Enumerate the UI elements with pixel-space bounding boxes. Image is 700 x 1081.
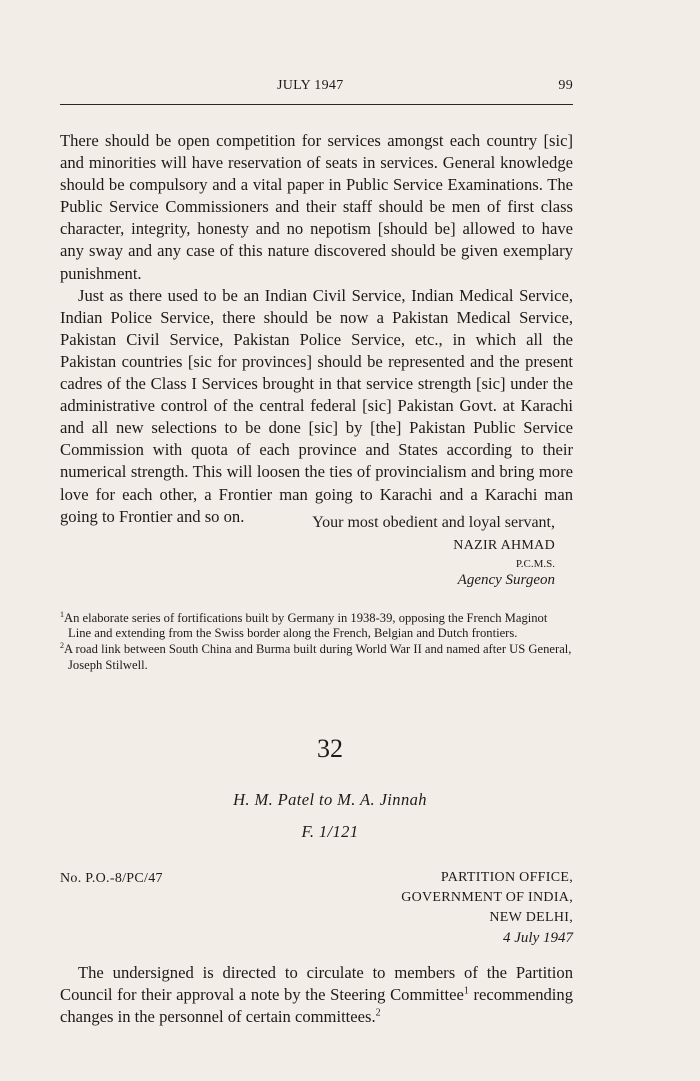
document-paragraph — [60, 962, 573, 1028]
paragraph-text: The undersigned is directed to circulate to members of the Partition Council for their approval a note by the Steering Committee — [60, 962, 573, 1004]
running-header — [60, 78, 573, 98]
document-reference: F. 1/121 — [301, 822, 359, 841]
header-rule — [60, 104, 573, 105]
footnotes — [60, 611, 573, 674]
footnote-text: A road link between South China and Burma built during World War II and named after US General, Joseph Stilwell. — [64, 642, 572, 672]
reference-number: No. P.O.-8/PC/47 — [60, 871, 163, 886]
footnote — [60, 642, 573, 672]
signatory-qualifications: P.C.M.S. — [515, 558, 555, 570]
footnote-ref: 2 — [375, 1007, 381, 1019]
signatory-role: Agency Surgeon — [457, 572, 555, 588]
closing-line: Your most obedient and loyal servant, — [312, 514, 555, 531]
sender-address — [401, 868, 573, 948]
body-paragraph: Just as there used to be an Indian Civil Service, Indian Medical Service, Indian Police Service, there should be now a Pakistan Medical Service, Pakistan Civil Service, Pakistan Police Service, etc., in which all the Pakistan countries [sic for provinces] should be represented and the present cadres of the Class I Services brought in that service strength [sic] under the administrative control of the central federal [sic] Pakistan Govt. at Karachi and all new selections to be done [sic] by [the] Pakistan Public Service Commission with quota of each province and States according to their numerical strength. This will loosen the ties of provincialism and bring more love for each other, a Frontier man going to Karachi and a Karachi man going to Frontier and so on. — [60, 285, 573, 526]
signatory-name: NAZIR AHMAD — [453, 538, 555, 553]
address-line: NEW DELHI, — [489, 910, 573, 925]
running-header-title: JULY 1947 — [277, 78, 344, 93]
letter-body — [60, 130, 573, 528]
footnote-text: An elaborate series of fortifications built by Germany in 1938-39, opposing the French Maginot Line and extending from the Swiss border along the French, Belgian and Dutch frontiers. — [64, 611, 548, 641]
footnote-ref: 1 — [463, 985, 469, 997]
address-line: GOVERNMENT OF INDIA, — [401, 890, 573, 905]
paragraph-text: recommending changes in the personnel of certain committees. — [60, 984, 574, 1026]
document-date: 4 July 1947 — [503, 930, 573, 946]
footnote-mark: 1 — [60, 609, 64, 619]
page-number: 99 — [558, 78, 573, 93]
address-line: PARTITION OFFICE, — [440, 870, 573, 885]
document-number: 32 — [317, 734, 343, 763]
footnote — [60, 611, 573, 641]
footnote-mark: 2 — [60, 641, 64, 651]
document-title: H. M. Patel to M. A. Jinnah — [233, 790, 427, 809]
body-paragraph: There should be open competition for services amongst each country [sic] and minorities will have reservation of seats in services. General knowledge should be compulsory and a vital paper in Public Service Examinations. The Public Service Commissioners and their staff should be men of first class character, integrity, honesty and no nepotism [should be] allowed to have any sway and any case of this nature discovered should be given exemplary punishment. — [60, 131, 573, 283]
